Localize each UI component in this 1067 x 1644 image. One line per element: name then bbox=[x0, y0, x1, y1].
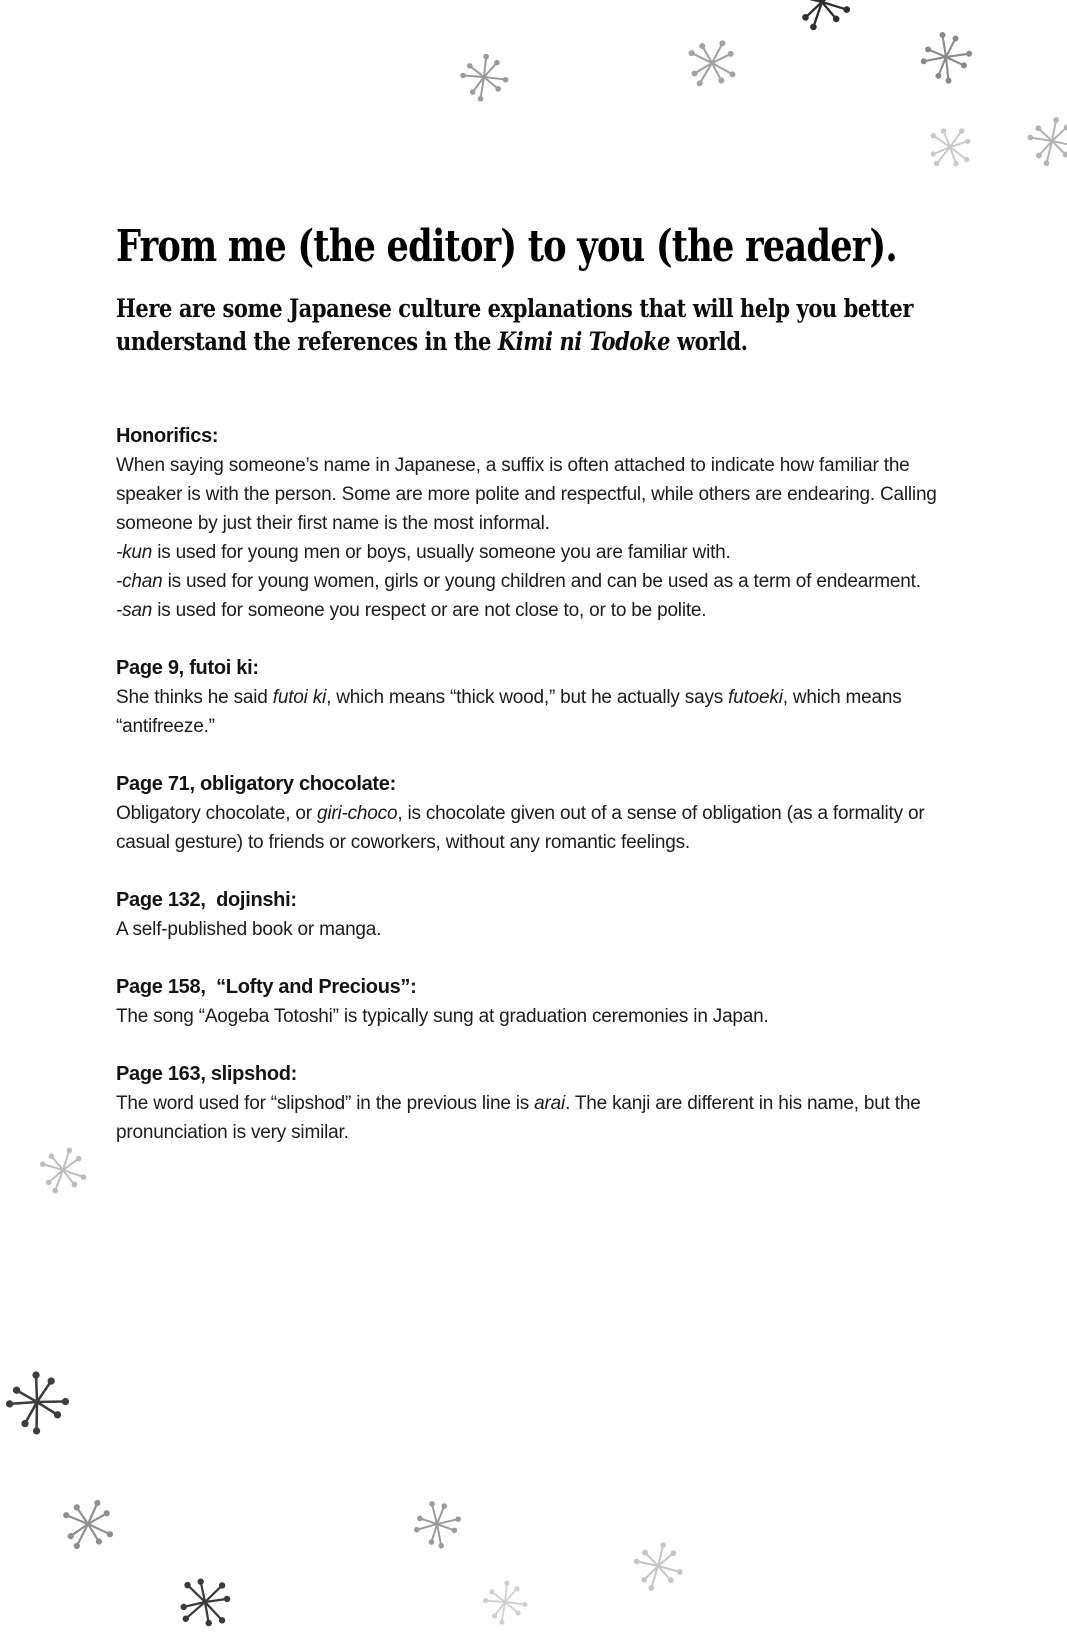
intro-line bbox=[116, 292, 914, 325]
section-heading: Page 71, obligatory chocolate: bbox=[116, 773, 396, 795]
snowflake-icon bbox=[916, 113, 984, 181]
section-heading: Page 9, futoi ki: bbox=[116, 657, 259, 679]
section-body bbox=[116, 1002, 961, 1031]
paragraph bbox=[116, 596, 961, 625]
italic-term: futoi ki bbox=[272, 687, 327, 708]
text-run: understand the references in the bbox=[116, 327, 498, 356]
paragraph bbox=[116, 538, 961, 567]
text-run: , which means “antifreeze.” bbox=[116, 687, 902, 737]
section-heading: Page 158, “Lofty and Precious”: bbox=[116, 976, 417, 998]
intro-line bbox=[116, 325, 826, 358]
paragraph bbox=[116, 799, 961, 857]
section-heading: Page 163, slipshod: bbox=[116, 1063, 298, 1085]
italic-term: -kun bbox=[116, 542, 153, 563]
text-run: is used for young women, girls or young children and can be used as a term of endearment. bbox=[162, 571, 921, 592]
snowflake-icon bbox=[51, 1487, 124, 1560]
text-run: , is chocolate given out of a sense of obligation (as a formality or casual gesture) to friends or coworkers, without any romantic feelings. bbox=[116, 803, 925, 853]
section-body bbox=[116, 683, 961, 741]
italic-term: arai bbox=[534, 1093, 566, 1114]
section-honorifics bbox=[116, 422, 961, 625]
section-page-132 bbox=[116, 886, 961, 944]
snowflake-icon bbox=[163, 1560, 248, 1644]
snowflake-icon bbox=[786, 0, 858, 38]
section-heading: Honorifics: bbox=[116, 425, 219, 447]
snowflake-icon bbox=[628, 1536, 689, 1597]
section-page-158 bbox=[116, 973, 961, 1031]
text-run: The word used for “slipshod” in the previous line is bbox=[116, 1093, 535, 1114]
section-body bbox=[116, 451, 961, 625]
text-run: . The kanji are different in his name, but the pronunciation is very similar. bbox=[116, 1093, 921, 1143]
snowflake-icon bbox=[1023, 112, 1067, 171]
italic-term: Kimi ni Todoke bbox=[497, 327, 671, 356]
text-run: She thinks he said bbox=[116, 687, 273, 708]
section-body bbox=[116, 1089, 961, 1147]
paragraph bbox=[116, 1002, 961, 1031]
text-run: , which means “thick wood,” but he actually says bbox=[326, 687, 729, 708]
text-run: is used for young men or boys, usually someone you are familiar with. bbox=[152, 542, 731, 563]
section-page-9 bbox=[116, 654, 961, 741]
section-body bbox=[116, 799, 961, 857]
paragraph bbox=[116, 1089, 961, 1147]
content-column bbox=[116, 222, 961, 1147]
text-run: Here are some Japanese culture explanations that will help you better bbox=[116, 294, 914, 323]
italic-term: futoeki bbox=[728, 687, 783, 708]
section-body bbox=[116, 915, 961, 944]
section-heading: Page 132, dojinshi: bbox=[116, 889, 297, 911]
paragraph bbox=[116, 451, 961, 538]
italic-term: -chan bbox=[116, 571, 163, 592]
paragraph bbox=[116, 567, 961, 596]
section-page-71 bbox=[116, 770, 961, 857]
snowflake-icon bbox=[458, 51, 510, 103]
text-run: Obligatory chocolate, or bbox=[116, 803, 317, 824]
intro-text bbox=[116, 292, 961, 358]
section-page-163 bbox=[116, 1060, 961, 1147]
italic-term: giri-choco bbox=[316, 803, 398, 824]
snowflake-icon bbox=[912, 23, 981, 92]
text-run: When saying someone’s name in Japanese, a suffix is often attached to indicate how familiar the speaker is with the person. Some are more polite and respectful, while others are endearing. Calling someone by just their first name is the most informal. bbox=[116, 455, 937, 534]
snowflake-icon bbox=[0, 1364, 75, 1441]
text-run: world. bbox=[670, 327, 748, 356]
snowflake-icon bbox=[676, 27, 749, 100]
text-run: A self-published book or manga. bbox=[116, 919, 382, 940]
text-run: is used for someone you respect or are not close to, or to be polite. bbox=[152, 600, 707, 621]
text-run: The song “Aogeba Totoshi” is typically sung at graduation ceremonies in Japan. bbox=[116, 1006, 769, 1027]
snowflake-icon bbox=[404, 1491, 471, 1558]
paragraph bbox=[116, 683, 961, 741]
page-title: From me (the editor) to you (the reader). bbox=[116, 221, 897, 272]
snowflake-icon bbox=[32, 1139, 94, 1201]
snowflake-icon bbox=[481, 1578, 529, 1626]
paragraph bbox=[116, 915, 961, 944]
italic-term: -san bbox=[116, 600, 153, 621]
